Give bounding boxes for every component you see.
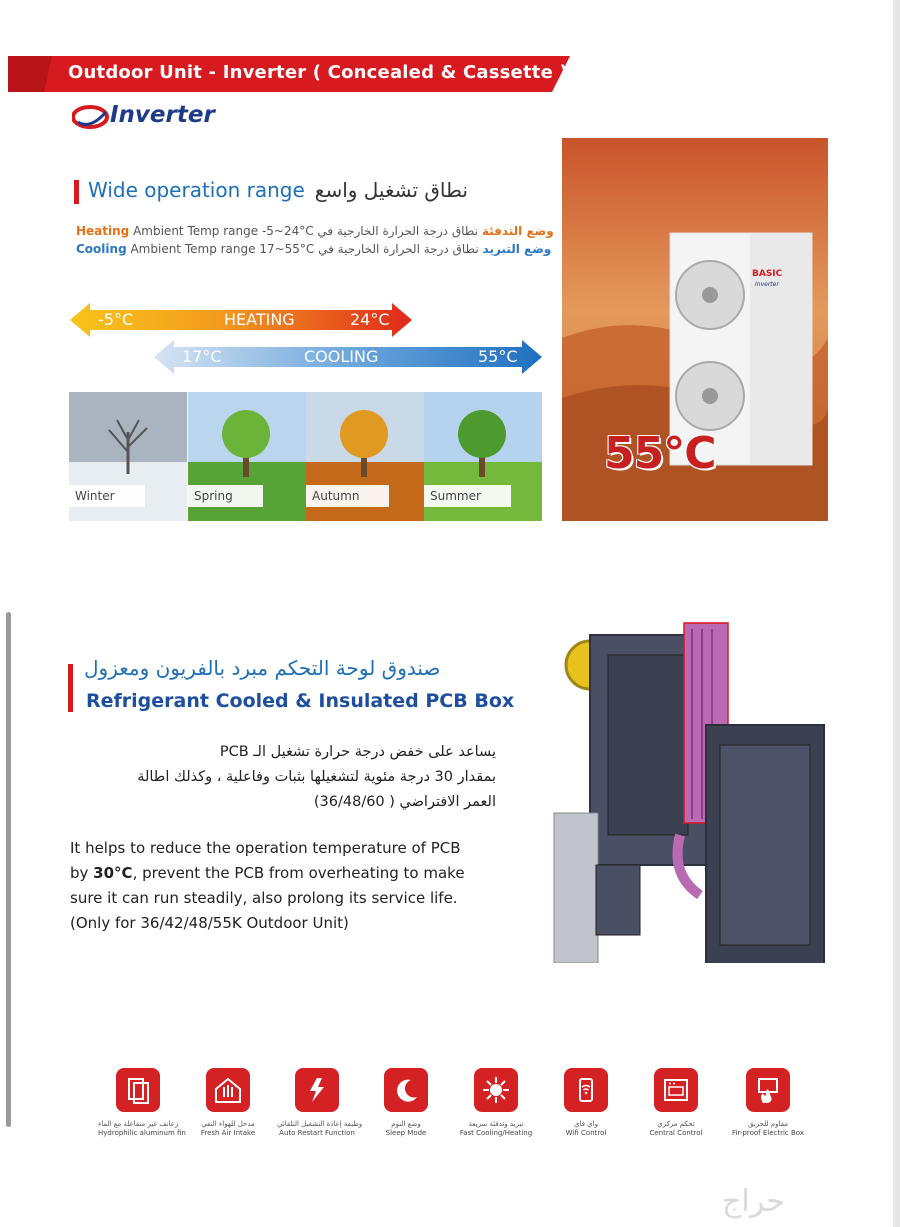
cooling-ar-text: نطاق درجة الحرارة الخارجية في bbox=[318, 242, 483, 256]
heating-range-line bbox=[76, 224, 554, 238]
fireproof-box-icon bbox=[746, 1068, 790, 1112]
heating-label: HEATING bbox=[224, 310, 295, 329]
heating-ar-text: نطاق درجة الحرارة الخارجية في bbox=[317, 224, 482, 238]
pcb-title-en: Refrigerant Cooled & Insulated PCB Box bbox=[86, 690, 515, 712]
scrollbar-track[interactable] bbox=[893, 0, 900, 1227]
feature-label-ar: زعانف غير متفاعلة مع الماء bbox=[98, 1120, 179, 1128]
feature-fresh-air bbox=[188, 1068, 268, 1138]
feature-fireproof-box bbox=[728, 1068, 808, 1138]
auto-restart-icon bbox=[295, 1068, 339, 1112]
ar-line: يساعد على خفض درجة حرارة تشغيل الـ PCB bbox=[219, 744, 496, 760]
season-spring bbox=[188, 392, 306, 521]
cooling-range-line bbox=[76, 242, 551, 256]
season-winter bbox=[69, 392, 187, 521]
en-line: It helps to reduce the operation temperature of PCB bbox=[70, 839, 461, 857]
feature-label-en: Hydrophilic aluminum fin bbox=[98, 1129, 186, 1137]
feature-sleep-mode bbox=[366, 1068, 446, 1138]
pcb-title-ar: صندوق لوحة التحكم مبرد بالفريون ومعزول bbox=[84, 656, 441, 680]
feature-label-en: Fir-proof Electric Box bbox=[731, 1129, 805, 1137]
feature-fast-cooling-heating bbox=[456, 1068, 536, 1138]
feature-label-ar: تحكم مركزي bbox=[657, 1120, 695, 1128]
feature-label-ar: وضع النوم bbox=[391, 1120, 421, 1128]
pcb-description-en bbox=[70, 836, 500, 936]
cooling-label: COOLING bbox=[304, 347, 379, 366]
heating-max: 24°C bbox=[350, 310, 390, 329]
sun-snow-icon bbox=[474, 1068, 518, 1112]
cooling-min: 17°C bbox=[182, 347, 222, 366]
feature-label-ar: مدخل للهواء النقي bbox=[201, 1120, 255, 1128]
feature-label-en: Sleep Mode bbox=[385, 1129, 427, 1137]
cooling-ar-key: وضع التبريد bbox=[482, 242, 552, 256]
season-label: Spring bbox=[188, 485, 263, 507]
heating-text: Ambient Temp range -5~24°C bbox=[129, 224, 318, 238]
feature-label-ar: تبريد وتدفئة سريعة bbox=[468, 1120, 524, 1128]
cooling-key: Cooling bbox=[76, 242, 127, 256]
section-title-operation-range bbox=[88, 178, 468, 202]
heating-key: Heating bbox=[76, 224, 130, 238]
feature-central-control bbox=[636, 1068, 716, 1138]
cooling-text: Ambient Temp range 17~55°C bbox=[126, 242, 319, 256]
fin-icon bbox=[116, 1068, 160, 1112]
feature-auto-restart bbox=[277, 1068, 363, 1138]
watermark: حراج bbox=[722, 1184, 785, 1219]
ar-line: العمر الافتراضي ( 36/48/60) bbox=[313, 794, 496, 810]
feature-label-ar: مقاوم للحريق bbox=[748, 1120, 788, 1128]
banner-title: Outdoor Unit - Inverter ( Concealed & Cassette ) bbox=[68, 62, 568, 83]
scrollbar-thumb[interactable] bbox=[6, 612, 11, 1127]
feature-label-en: Auto Restart Function bbox=[279, 1129, 355, 1137]
cooling-max: 55°C bbox=[478, 347, 518, 366]
en-line bbox=[70, 861, 500, 886]
feature-label-ar: وظيفة إعادة التشغيل التلقائي bbox=[277, 1120, 363, 1128]
en-line: (Only for 36/42/48/55K Outdoor Unit) bbox=[70, 914, 349, 932]
feature-label-en: Fast Cooling/Heating bbox=[459, 1129, 533, 1137]
title-ar: نطاق تشغيل واسع bbox=[314, 178, 468, 202]
feature-hydrophilic-fin bbox=[98, 1068, 186, 1138]
pcb-box-illustration bbox=[550, 615, 832, 963]
en-emphasis: 30°C bbox=[93, 864, 133, 882]
feature-label-en: Fresh Air Intake bbox=[200, 1129, 256, 1137]
hero-brand-sub: Inverter bbox=[755, 281, 779, 288]
title-en: Wide operation range bbox=[88, 178, 305, 202]
logo-text: Inverter bbox=[110, 102, 215, 128]
season-autumn bbox=[306, 392, 424, 521]
wifi-phone-icon bbox=[564, 1068, 608, 1112]
season-label: Autumn bbox=[306, 485, 389, 507]
hero-temperature: 55°C bbox=[604, 428, 716, 479]
hero-brand: BASIC bbox=[752, 269, 783, 279]
heating-ar-key: وضع التدفئة bbox=[481, 224, 554, 238]
en-line: sure it can run steadily, also prolong its service life. bbox=[70, 889, 458, 907]
season-label: Summer bbox=[424, 485, 511, 507]
season-summer bbox=[424, 392, 542, 521]
fresh-air-icon bbox=[206, 1068, 250, 1112]
pcb-description-ar bbox=[60, 740, 496, 815]
section-marker bbox=[68, 664, 73, 712]
moon-icon bbox=[384, 1068, 428, 1112]
heating-min: -5°C bbox=[98, 310, 134, 329]
en-text: by bbox=[70, 864, 94, 882]
central-control-icon bbox=[654, 1068, 698, 1112]
feature-label-en: Wifi Control bbox=[565, 1129, 607, 1137]
feature-label-en: Central Control bbox=[649, 1129, 703, 1137]
feature-label-ar: واي فاي bbox=[574, 1120, 598, 1128]
section-marker bbox=[74, 180, 79, 204]
ar-line: بمقدار 30 درجة مئوية لتشغيلها بثبات وفاعلية ، وكذلك اطالة bbox=[137, 769, 496, 785]
feature-wifi-control bbox=[546, 1068, 626, 1138]
season-label: Winter bbox=[69, 485, 145, 507]
en-text: , prevent the PCB from overheating to make bbox=[132, 864, 465, 882]
